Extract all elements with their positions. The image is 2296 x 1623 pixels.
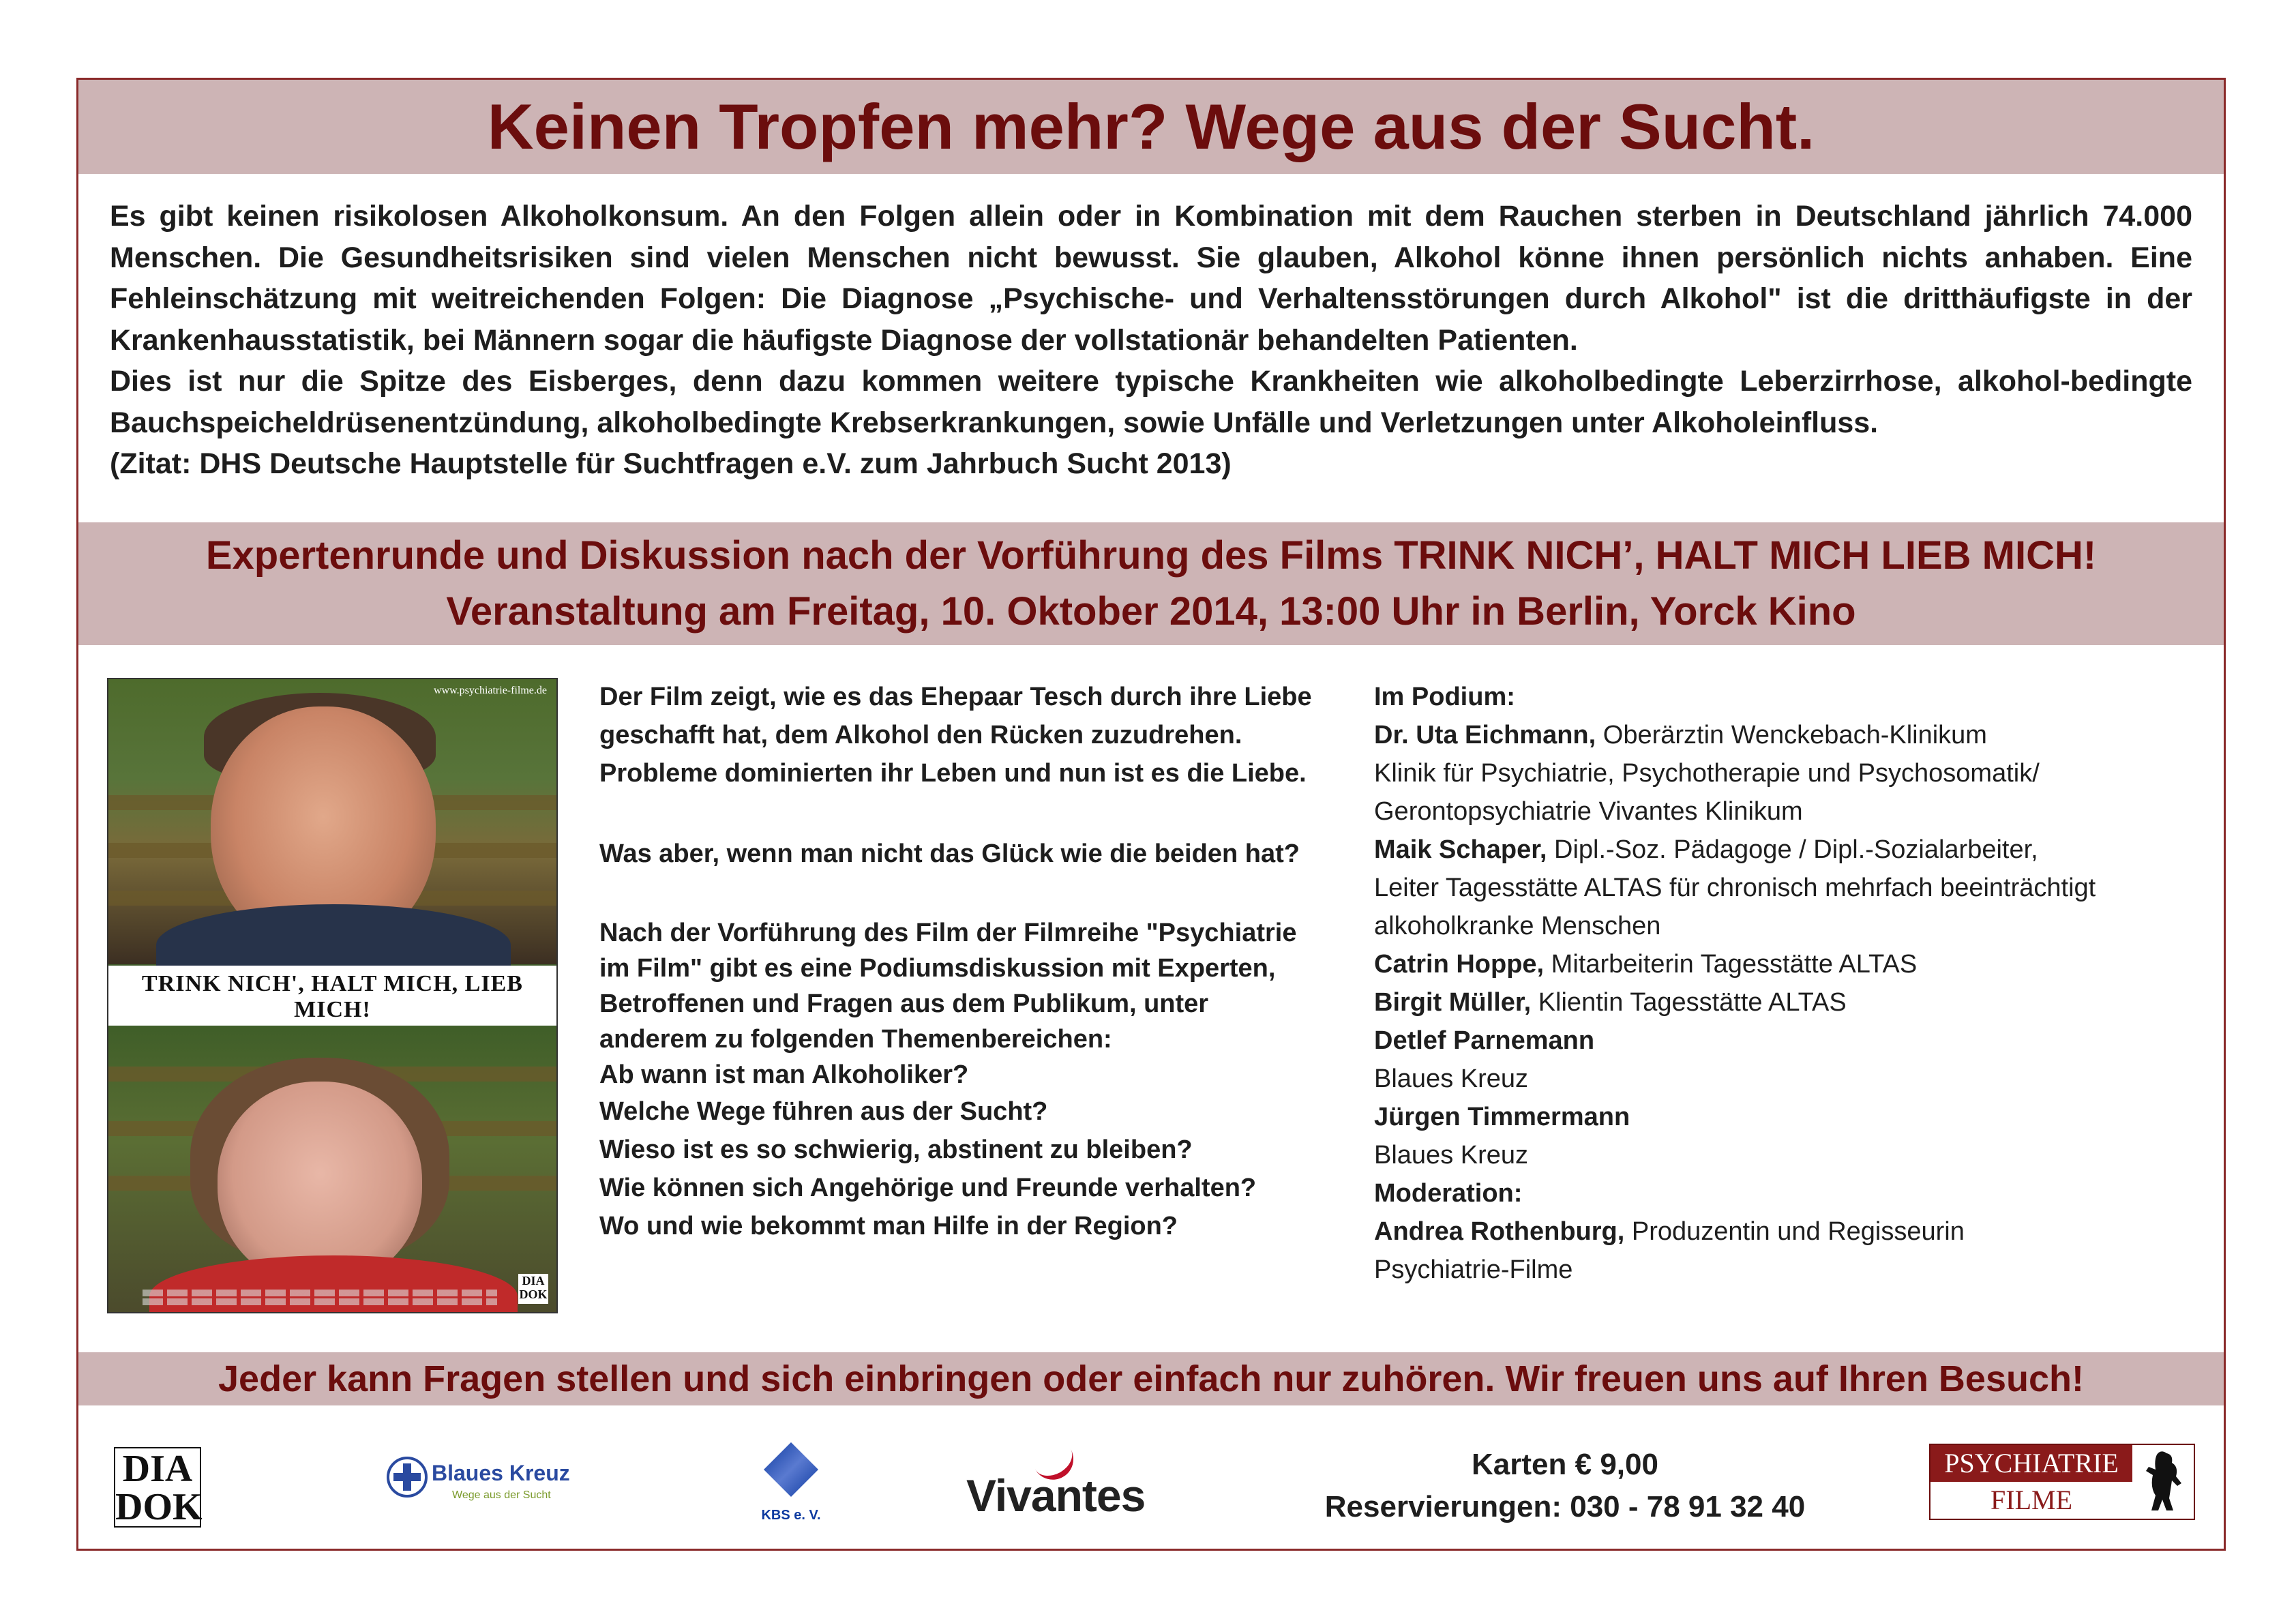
film-description: [599, 678, 1377, 1245]
kbs-logo: [747, 1442, 835, 1538]
podium-heading: Im Podium:: [1374, 683, 1515, 711]
poster-top-photo: [108, 679, 556, 964]
vivantes-name: Vivantes: [966, 1470, 1146, 1521]
cross-icon: [387, 1457, 428, 1498]
panelist-role: Klinik für Psychiatrie, Psychotherapie und Psychosomatik/: [1374, 759, 2040, 788]
panelist-role: Oberärztin Wenckebach-Klinikum: [1596, 721, 1987, 749]
moderator-role: Produzentin und Regisseurin: [1624, 1217, 1965, 1246]
pf-logo-top: PSYCHIATRIE: [1930, 1445, 2132, 1482]
panelist-name: Birgit Müller,: [1374, 988, 1532, 1017]
poster-title-strip: [108, 966, 556, 1026]
film-poster-image: [107, 678, 558, 1313]
moderator-role: Psychiatrie-Filme: [1374, 1255, 1573, 1284]
panelist-role: Klientin Tagesstätte ALTAS: [1531, 988, 1847, 1017]
poster-title: TRINK NICH', HALT MICH, LIEB MICH!: [142, 971, 523, 1022]
intro-paragraph-1: Es gibt keinen risikolosen Alkoholkonsum. An den Folgen allein oder in Kombination mit dem Rauchen sterben in Deutschland jährlich 74.000 Menschen. Die Gesundheitsrisiken sind vielen Menschen nicht bewusst. Sie glauben, Alkohol könne ihnen persönlich nichts anhaben. Eine Fehleinschätzung mit weitreichenden Folgen: Die Diagnose „Psychische- und Verhaltensstörungen durch Alkohol" ist die dritthäufigste in der Krankenhausstatistik, bei Männern sogar die häufigste Diagnose der vollstationär behandelten Patienten.: [110, 200, 2192, 357]
ticket-info: [1313, 1444, 1817, 1528]
footer-logos: [78, 1410, 2224, 1546]
film-paragraph-2: Was aber, wenn man nicht das Glück wie die beiden hat?: [599, 839, 1300, 868]
blaues-kreuz-tagline: Wege aus der Sucht: [452, 1489, 551, 1501]
panelist-role: Blaues Kreuz: [1374, 1064, 1529, 1093]
flyer-frame: [76, 78, 2226, 1551]
panelist-role: Blaues Kreuz: [1374, 1141, 1529, 1170]
panelist-name: Maik Schaper,: [1374, 835, 1547, 864]
panelist-name: Dr. Uta Eichmann,: [1374, 721, 1596, 749]
film-paragraph-1: Der Film zeigt, wie es das Ehepaar Tesch durch ihre Liebe geschafft hat, dem Alkohol den Rücken zuzudrehen. Probleme dominierten ihr Leben und nun ist es die Liebe.: [599, 683, 1312, 788]
berlin-bear-icon: [2136, 1448, 2191, 1516]
film-paragraph-3: Nach der Vorführung des Film der Filmreihe "Psychiatrie im Film" gibt es eine Podiumsdiskussion mit Experten, Betroffenen und Fragen aus dem Publikum, unter anderem zu folgenden Themenbereichen:: [599, 919, 1297, 1054]
panelist-role: alkoholkranke Menschen: [1374, 912, 1661, 940]
moderator-name: Andrea Rothenburg,: [1374, 1217, 1625, 1246]
poster-website: www.psychiatrie-filme.de: [433, 685, 547, 696]
moderation-heading: Moderation:: [1374, 1179, 1523, 1208]
question-item: Wo und wie bekommt man Hilfe in der Region?: [599, 1212, 1178, 1240]
intro-text: [110, 196, 2192, 485]
diadok-logo-line-2: DOK: [115, 1486, 203, 1528]
event-banner: [78, 522, 2224, 645]
podium-list: [1374, 678, 2213, 1289]
panelist-name: Jürgen Timmermann: [1374, 1103, 1630, 1131]
panelist-name: Catrin Hoppe,: [1374, 950, 1545, 979]
poster-diadok-logo: [518, 1274, 548, 1304]
vivantes-logo: [966, 1444, 1171, 1525]
page-title: Keinen Tropfen mehr? Wege aus der Sucht.: [78, 80, 2224, 174]
blaues-kreuz-name: Blaues Kreuz: [432, 1461, 570, 1485]
poster-credits: [143, 1287, 497, 1305]
blaues-kreuz-logo: [387, 1454, 570, 1515]
question-item: Wie können sich Angehörige und Freunde verhalten?: [599, 1174, 1257, 1202]
poster-logo-line-2: DOK: [519, 1287, 548, 1301]
intro-citation: (Zitat: DHS Deutsche Hauptstelle für Suchtfragen e.V. zum Jahrbuch Sucht 2013): [110, 447, 1232, 480]
question-item: Welche Wege führen aus der Sucht?: [599, 1097, 1048, 1126]
closing-banner: Jeder kann Fragen stellen und sich einbringen oder einfach nur zuhören. Wir freuen uns auf Ihren Besuch!: [78, 1352, 2224, 1405]
poster-logo-line-1: DIA: [522, 1274, 545, 1287]
panelist-role: Dipl.-Soz. Pädagoge / Dipl.-Sozialarbeiter,: [1547, 835, 2038, 864]
pf-logo-bottom: FILME: [1991, 1485, 2072, 1515]
kbs-name: KBS e. V.: [761, 1508, 821, 1523]
panelist-name: Detlef Parnemann: [1374, 1026, 1595, 1055]
event-date-location: Veranstaltung am Freitag, 10. Oktober 2014, 13:00 Uhr in Berlin, Yorck Kino: [446, 589, 1856, 634]
panelist-role: Mitarbeiterin Tagesstätte ALTAS: [1544, 950, 1918, 979]
question-item: Wieso ist es so schwierig, abstinent zu bleiben?: [599, 1135, 1193, 1164]
panelist-role: Leiter Tagesstätte ALTAS für chronisch mehrfach beeinträchtigt: [1374, 874, 2096, 902]
event-headline: Expertenrunde und Diskussion nach der Vorführung des Films TRINK NICH’, HALT MICH LIEB MICH!: [205, 533, 2097, 578]
reservation-phone: Reservierungen: 030 - 78 91 32 40: [1324, 1490, 1806, 1523]
ticket-price: Karten € 9,00: [1472, 1448, 1658, 1481]
panelist-role: Gerontopsychiatrie Vivantes Klinikum: [1374, 797, 1803, 826]
diadok-logo: [114, 1447, 201, 1528]
question-item: Ab wann ist man Alkoholiker?: [599, 1060, 969, 1089]
psychiatrie-filme-logo: [1929, 1444, 2195, 1520]
intro-paragraph-2: Dies ist nur die Spitze des Eisberges, denn dazu kommen weitere typische Krankheiten wie alkoholbedingte Leberzirrhose, alkohol-bedingte Bauchspeicheldrüsenentzündung, alkoholbedingte Krebserkrankungen, sowie Unfälle und Verletzungen unter Alkoholeinfluss.: [110, 365, 2192, 439]
diadok-logo-line-1: DIA: [122, 1448, 193, 1490]
kbs-mark-icon: [764, 1442, 818, 1497]
